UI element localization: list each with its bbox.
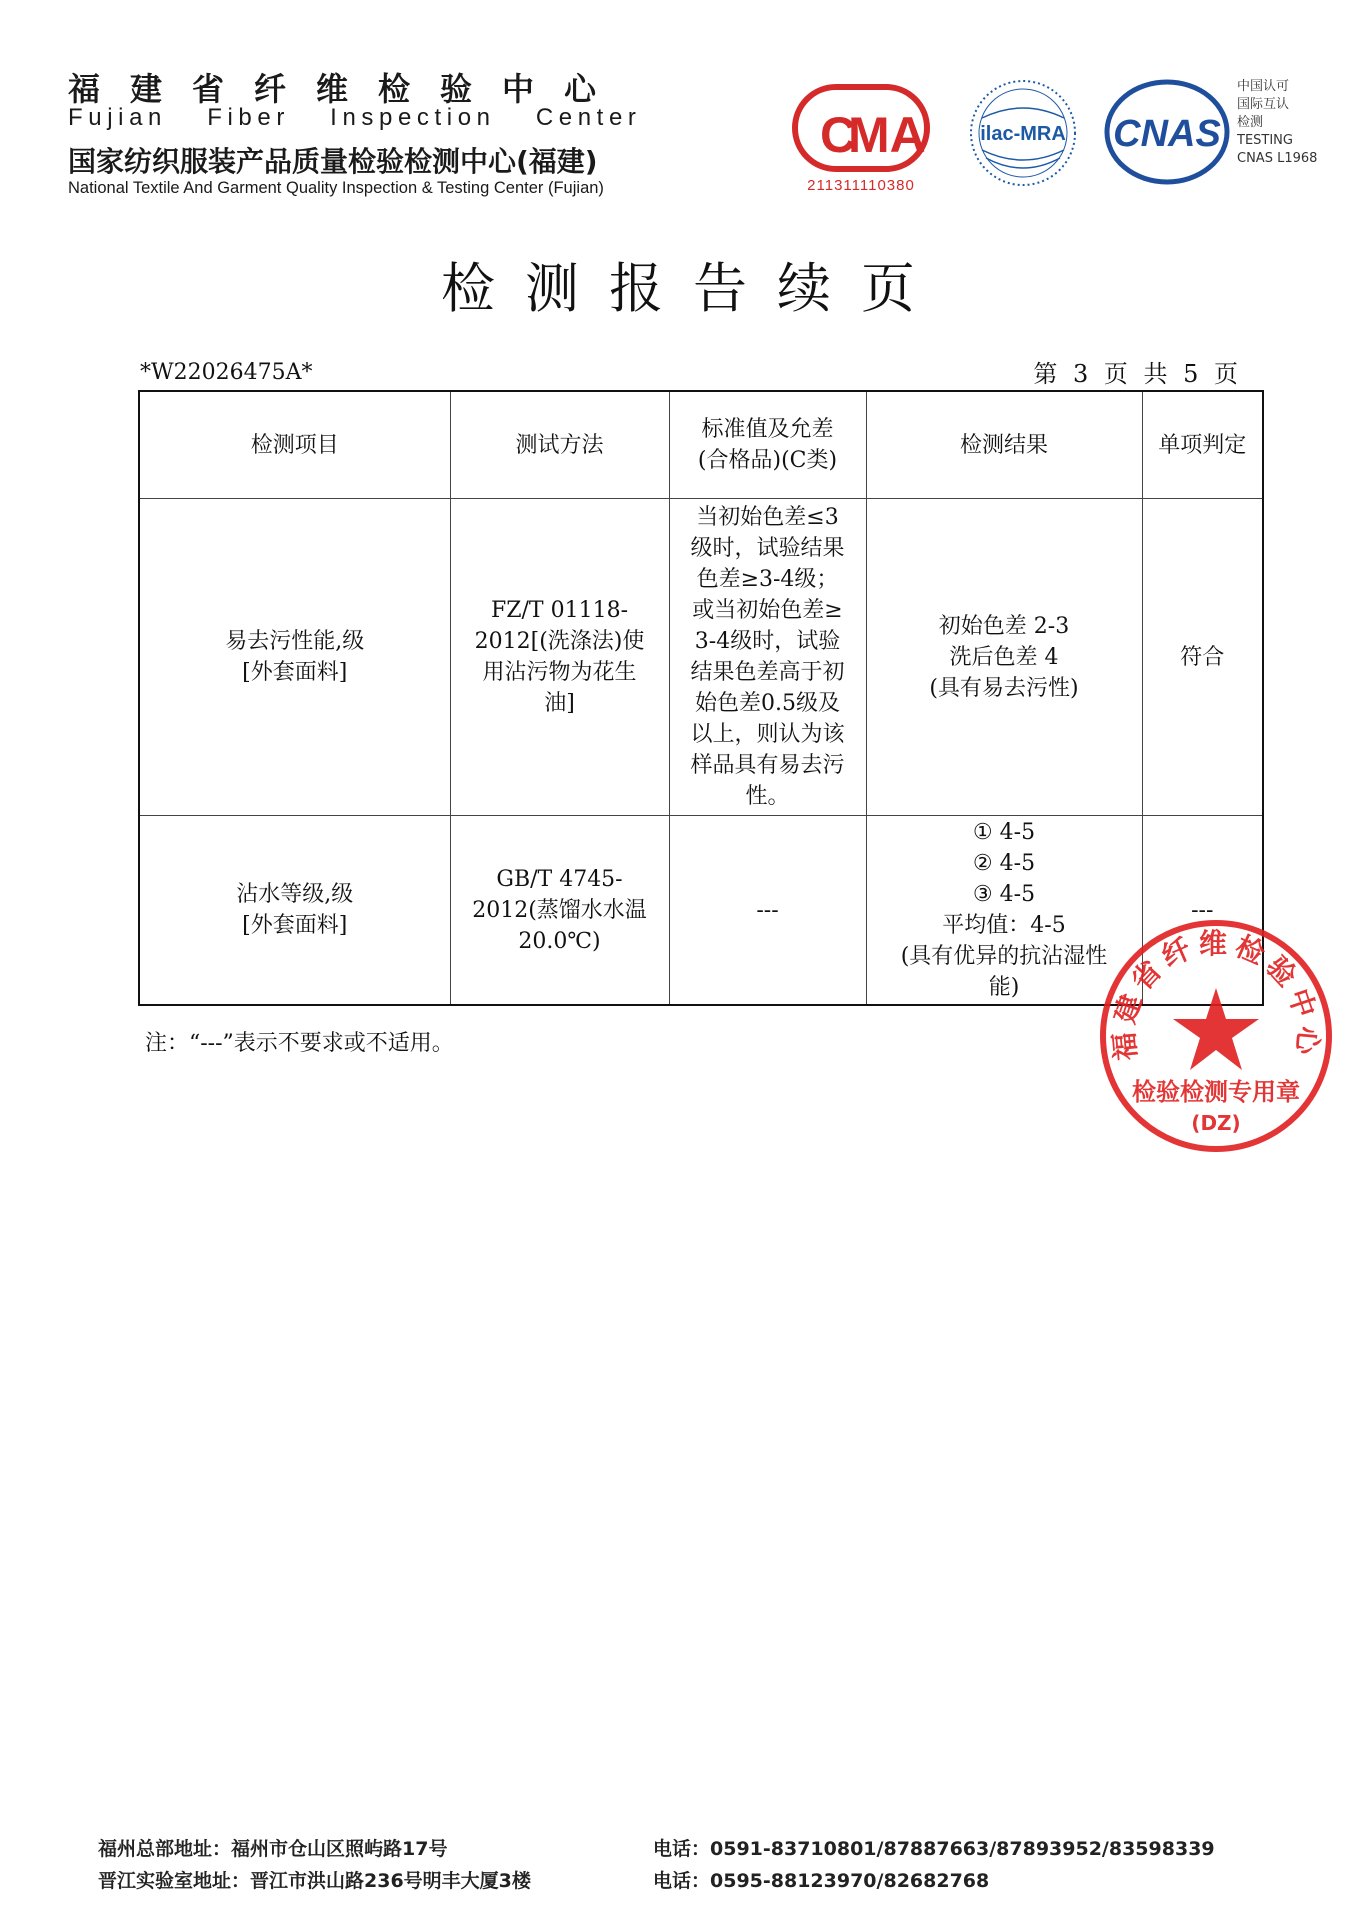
cma-logo-text: MA xyxy=(848,107,926,163)
cell-method: GB/T 4745- 2012(蒸馏水水温 20.0℃) xyxy=(450,816,669,1006)
svg-text:C: C xyxy=(820,107,857,163)
seal-ring-text: 福建省纤维检验中心 xyxy=(1106,927,1326,1062)
national-center-en: National Textile And Garment Quality Inspection & Testing Center (Fujian) xyxy=(68,179,604,197)
table-row xyxy=(139,816,1263,1006)
cnas-line-3: 检测 xyxy=(1237,115,1264,130)
cell-method: FZ/T 01118- 2012[(洗涤法)使 用沾污物为花生 油] xyxy=(450,499,669,816)
ilac-logo-text: ilac-MRA xyxy=(980,123,1066,145)
cma-number: 211311110380 xyxy=(807,177,915,194)
cell-standard: 当初始色差≤3 级时，试验结果 色差≥3-4级； 或当初始色差≥ 3-4级时，试验 结果色差高于初 始色差0.5级及 以上，则认为该 样品具有易去污 性。 xyxy=(669,499,866,816)
official-seal xyxy=(1096,916,1336,1156)
table-row xyxy=(139,499,1263,816)
table-header-row xyxy=(139,391,1263,499)
table-note: 注：“---”表示不要求或不适用。 xyxy=(145,1031,454,1056)
org-name-cn: 福建省纤维检验中心 xyxy=(68,70,627,108)
seal-code: (DZ) xyxy=(1191,1111,1241,1135)
test-results-table xyxy=(138,390,1264,1006)
header-cell-result: 检测结果 xyxy=(866,391,1142,499)
cell-item: 沾水等级,级 [外套面料] xyxy=(139,816,450,1006)
footer-hq-line xyxy=(98,1834,1215,1861)
footer-hq-address: 福州总部地址：福州市仓山区照屿路17号 xyxy=(98,1838,448,1860)
seal-center-text: 检验检测专用章 xyxy=(1132,1078,1300,1106)
report-number: *W22026475A* xyxy=(140,360,313,385)
cnas-logo xyxy=(1102,76,1232,188)
org-name-en: Fujian Fiber Inspection Center xyxy=(68,104,642,131)
report-title: 检测报告续页 xyxy=(441,257,945,320)
cell-item: 易去污性能,级 [外套面料] xyxy=(139,499,450,816)
footer-hq-phone: 电话：0591-83710801/87887663/87893952/83598339 xyxy=(653,1838,1215,1860)
page-indicator: 第 3 页 共 5 页 xyxy=(1033,360,1238,388)
cell-result: 初始色差 2-3 洗后色差 4 (具有易去污性) xyxy=(866,499,1142,816)
cell-standard: --- xyxy=(669,816,866,1006)
cnas-logo-text: CNAS xyxy=(1113,113,1221,155)
national-center-cn: 国家纺织服装产品质量检验检测中心(福建) xyxy=(68,145,598,178)
header-cell-standard: 标准值及允差 (合格品)(C类) xyxy=(669,391,866,499)
footer-lab-line xyxy=(98,1866,990,1893)
cma-logo xyxy=(792,84,930,194)
footer-lab-phone: 电话：0595-88123970/82682768 xyxy=(653,1870,990,1892)
header-cell-method: 测试方法 xyxy=(450,391,669,499)
cell-judgement: --- xyxy=(1142,816,1263,1006)
cell-result: ① 4-5 ② 4-5 ③ 4-5 平均值：4-5 (具有优异的抗沾湿性 能) xyxy=(866,816,1142,1006)
header-cell-judgement: 单项判定 xyxy=(1142,391,1263,499)
cnas-line-2: 国际互认 xyxy=(1237,97,1290,112)
cnas-line-5: CNAS L1968 xyxy=(1237,151,1318,166)
cnas-line-4: TESTING xyxy=(1237,133,1293,148)
ilac-mra-logo xyxy=(968,78,1078,188)
header-cell-item: 检测项目 xyxy=(139,391,450,499)
cnas-line-1: 中国认可 xyxy=(1237,79,1290,94)
cnas-accreditation-text xyxy=(1237,78,1317,168)
footer-lab-address: 晋江实验室地址：晋江市洪山路236号明丰大厦3楼 xyxy=(98,1870,531,1892)
cell-judgement: 符合 xyxy=(1142,499,1263,816)
